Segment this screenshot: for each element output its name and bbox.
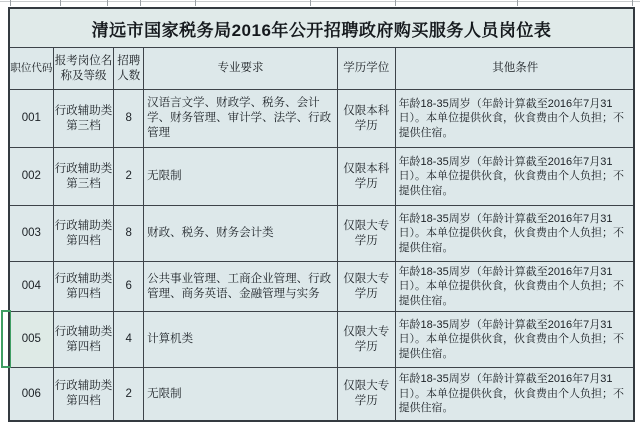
cell-job-code: 002 xyxy=(10,148,54,206)
cell-education: 仅限大专学历 xyxy=(338,262,396,312)
table-row xyxy=(10,90,633,148)
cell-headcount: 8 xyxy=(114,90,144,148)
table-row xyxy=(10,206,633,262)
cell-position: 行政辅助类第四档 xyxy=(54,262,115,312)
cell-education: 仅限大专学历 xyxy=(338,312,396,368)
cell-major: 无限制 xyxy=(144,148,338,206)
cell-job-code: 003 xyxy=(10,206,54,262)
table-row xyxy=(10,148,633,206)
column-header-job-code: 职位代码 xyxy=(10,48,54,90)
cell-position: 行政辅助类第三档 xyxy=(54,148,115,206)
cell-major: 汉语言文学、财政学、税务、会计学、财务管理、审计学、法学、行政管理 xyxy=(144,90,338,148)
cell-major: 计算机类 xyxy=(144,312,338,368)
table-title: 清远市国家税务局2016年公开招聘政府购买服务人员岗位表 xyxy=(10,9,633,48)
column-header-headcount: 招聘人数 xyxy=(114,48,144,90)
remnant-tick xyxy=(140,0,141,6)
cell-major: 无限制 xyxy=(144,368,338,420)
cell-position: 行政辅助类第四档 xyxy=(54,206,115,262)
cell-headcount: 4 xyxy=(114,312,144,368)
cell-education: 仅限本科学历 xyxy=(338,90,396,148)
table-row xyxy=(10,368,633,420)
cell-other: 年龄18-35周岁（年龄计算截至2016年7月31日）。本单位提供伙食，伙食费由个人负担；不提供住宿。 xyxy=(396,206,633,262)
cell-headcount: 6 xyxy=(114,262,144,312)
column-header-education: 学历学位 xyxy=(338,48,396,90)
cell-other: 年龄18-35周岁（年龄计算截至2016年7月31日）。本单位提供伙食，伙食费由个人负担；不提供住宿。 xyxy=(396,368,633,420)
cell-other: 年龄18-35周岁（年龄计算截至2016年7月31日）。本单位提供伙食，伙食费由个人负担；不提供住宿。 xyxy=(396,90,633,148)
cell-other: 年龄18-35周岁（年龄计算截至2016年7月31日）。本单位提供伙食，伙食费由个人负担；不提供住宿。 xyxy=(396,148,633,206)
remnant-tick xyxy=(10,0,11,6)
remnant-tick xyxy=(517,0,518,6)
cell-education: 仅限大专学历 xyxy=(338,368,396,420)
remnant-tick xyxy=(395,0,396,6)
remnant-tick xyxy=(60,0,61,6)
active-cell-selection-indicator xyxy=(1,310,11,368)
cell-job-code: 006 xyxy=(10,368,54,420)
cell-headcount: 2 xyxy=(114,368,144,420)
cell-education: 仅限大专学历 xyxy=(338,206,396,262)
table-row xyxy=(10,312,633,368)
header-row xyxy=(10,48,633,90)
position-table xyxy=(8,7,635,422)
remnant-tick xyxy=(310,0,311,6)
remnant-tick xyxy=(195,0,196,6)
column-header-position: 报考岗位名称及等级 xyxy=(54,48,115,90)
column-header-major: 专业要求 xyxy=(144,48,338,90)
column-header-other: 其他条件 xyxy=(396,48,633,90)
remnant-tick xyxy=(632,0,633,6)
cell-headcount: 2 xyxy=(114,148,144,206)
cell-job-code: 004 xyxy=(10,262,54,312)
cell-job-code: 001 xyxy=(10,90,54,148)
cell-education: 仅限本科学历 xyxy=(338,148,396,206)
remnant-tick xyxy=(107,0,108,6)
cell-position: 行政辅助类第四档 xyxy=(54,368,115,420)
cell-other: 年龄18-35周岁（年龄计算截至2016年7月31日）。本单位提供伙食，伙食费由个人负担；不提供住宿。 xyxy=(396,262,633,312)
remnant-gridline xyxy=(0,1,640,2)
cell-headcount: 8 xyxy=(114,206,144,262)
table-row xyxy=(10,262,633,312)
cell-position: 行政辅助类第三档 xyxy=(54,90,115,148)
cell-job-code-selected: 005 xyxy=(10,312,54,368)
cell-major: 财政、税务、财务会计类 xyxy=(144,206,338,262)
cell-major: 公共事业管理、工商企业管理、行政管理、商务英语、金融管理与实务 xyxy=(144,262,338,312)
cell-other: 年龄18-35周岁（年龄计算截至2016年7月31日）。本单位提供伙食，伙食费由个人负担；不提供住宿。 xyxy=(396,312,633,368)
spreadsheet-remnant-strip xyxy=(0,0,640,7)
cell-position: 行政辅助类第四档 xyxy=(54,312,115,368)
